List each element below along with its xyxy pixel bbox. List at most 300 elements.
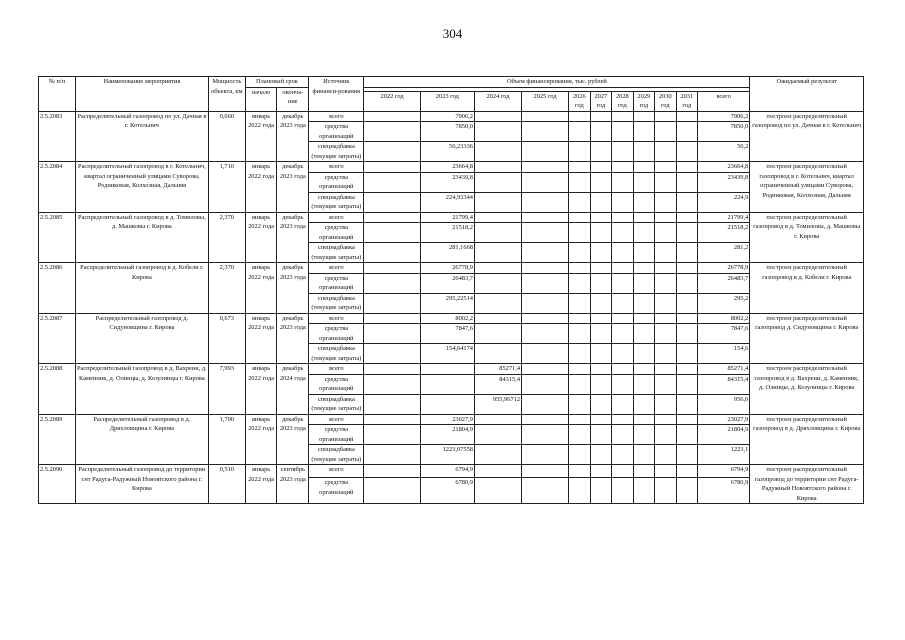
cell-empty: [655, 394, 676, 414]
cell-empty: [590, 414, 611, 425]
row-name: Распределительный газопровод в д. Дряхловщина г. Кирова: [75, 414, 208, 465]
cell-2023: 6794,9: [420, 465, 474, 478]
cell-empty: [590, 324, 611, 344]
cell-empty: [569, 364, 590, 375]
cell-empty: [676, 344, 697, 364]
header-num: № п/п: [39, 77, 76, 112]
cell-empty: [612, 414, 633, 425]
cell-empty: [522, 445, 569, 465]
cell-empty: [569, 212, 590, 223]
cell-empty: [633, 344, 654, 364]
cell-empty: [522, 192, 569, 212]
cell-2022: [364, 324, 420, 344]
cell-empty: [655, 142, 676, 162]
row-source-label: спецнадбавка (текущие затраты): [309, 192, 364, 212]
cell-empty: [522, 111, 569, 122]
cell-2022: [364, 344, 420, 364]
row-source-label: спецнадбавка (текущие затраты): [309, 142, 364, 162]
cell-empty: [655, 374, 676, 394]
cell-empty: [676, 293, 697, 313]
row-result: построен распределительный газопровод в д. Томиловы, д. Машковы г. Кирова: [750, 212, 864, 263]
cell-empty: [676, 142, 697, 162]
financing-table: [38, 76, 864, 504]
cell-total: 56,2: [698, 142, 750, 162]
cell-empty: [590, 364, 611, 375]
cell-2022: [364, 263, 420, 274]
cell-total: 6780,9: [698, 478, 750, 504]
cell-empty: [522, 425, 569, 445]
cell-2022: [364, 142, 420, 162]
header-year-6: 2028 год: [612, 91, 633, 111]
cell-empty: [676, 324, 697, 344]
header-year-4: 2026 год: [569, 91, 590, 111]
cell-2023: 295,22514: [420, 293, 474, 313]
row-source-label: всего: [309, 465, 364, 478]
cell-empty: [633, 212, 654, 223]
header-name: Наименование мероприятия: [75, 77, 208, 112]
cell-total: 23027,9: [698, 414, 750, 425]
cell-2022: [364, 172, 420, 192]
cell-empty: [655, 243, 676, 263]
cell-empty: [569, 414, 590, 425]
row-source-label: средства организаций: [309, 122, 364, 142]
cell-2023: 281,1668: [420, 243, 474, 263]
cell-empty: [569, 313, 590, 324]
cell-2022: [364, 192, 420, 212]
cell-empty: [633, 364, 654, 375]
cell-2024: [474, 162, 521, 173]
cell-empty: [522, 243, 569, 263]
row-result: построен распределительный газопровод в д. Вахрени, д. Каменник, д. Олинцы, д. Козулинцы г. Кирова: [750, 364, 864, 415]
table-row: [39, 111, 864, 122]
row-end: декабрь 2023 года: [277, 162, 309, 213]
cell-empty: [522, 162, 569, 173]
row-end: декабрь 2024 года: [277, 364, 309, 415]
cell-2023: 21799,4: [420, 212, 474, 223]
row-source-label: средства организаций: [309, 425, 364, 445]
cell-empty: [612, 324, 633, 344]
cell-empty: [522, 414, 569, 425]
header-start: начало: [245, 87, 277, 111]
cell-empty: [590, 263, 611, 274]
header-result: Ожидаемый результат: [750, 77, 864, 112]
header-capacity: Мощность объекта, км: [208, 77, 245, 112]
row-capacity: 1,700: [208, 414, 245, 465]
cell-empty: [676, 374, 697, 394]
cell-2024: [474, 273, 521, 293]
row-number: 2.5.2087: [39, 313, 76, 364]
cell-empty: [655, 172, 676, 192]
cell-2024: [474, 111, 521, 122]
cell-2024: 85271,4: [474, 364, 521, 375]
cell-total: 84315,4: [698, 374, 750, 394]
row-number: 2.5.2086: [39, 263, 76, 314]
row-source-label: всего: [309, 162, 364, 173]
row-start: январь 2022 года: [245, 111, 277, 162]
cell-empty: [633, 374, 654, 394]
cell-2022: [364, 111, 420, 122]
cell-2022: [364, 273, 420, 293]
cell-total: 7906,2: [698, 111, 750, 122]
row-end: декабрь 2023 года: [277, 313, 309, 364]
cell-empty: [633, 414, 654, 425]
cell-empty: [590, 273, 611, 293]
header-year-2: 2024 год: [474, 91, 521, 111]
header-period: Плановый срок: [245, 77, 308, 88]
cell-2023: 56,23336: [420, 142, 474, 162]
cell-total: 23664,8: [698, 162, 750, 173]
cell-empty: [676, 273, 697, 293]
cell-empty: [676, 212, 697, 223]
cell-empty: [676, 478, 697, 504]
row-source-label: спецнадбавка (текущие затраты): [309, 293, 364, 313]
cell-empty: [522, 394, 569, 414]
cell-empty: [676, 465, 697, 478]
cell-empty: [633, 313, 654, 324]
cell-empty: [676, 162, 697, 173]
cell-2023: 21804,9: [420, 425, 474, 445]
cell-empty: [676, 243, 697, 263]
cell-empty: [612, 313, 633, 324]
cell-2022: [364, 425, 420, 445]
row-end: декабрь 2023 года: [277, 111, 309, 162]
cell-empty: [522, 122, 569, 142]
row-source-label: средства организаций: [309, 273, 364, 293]
cell-2024: [474, 293, 521, 313]
cell-2023: 7847,6: [420, 324, 474, 344]
cell-empty: [633, 142, 654, 162]
cell-2022: [364, 465, 420, 478]
row-name: Распределительный газопровод д. Сидуновщина г. Кирова: [75, 313, 208, 364]
cell-empty: [612, 122, 633, 142]
cell-empty: [633, 445, 654, 465]
cell-2023: [420, 394, 474, 414]
cell-empty: [612, 273, 633, 293]
cell-2022: [364, 212, 420, 223]
cell-empty: [676, 425, 697, 445]
row-source-label: всего: [309, 212, 364, 223]
page-number: 304: [442, 26, 463, 41]
row-source-label: средства организаций: [309, 324, 364, 344]
cell-empty: [633, 172, 654, 192]
row-capacity: 1,710: [208, 162, 245, 213]
row-end: сентябрь 2023 года: [277, 465, 309, 504]
cell-empty: [612, 172, 633, 192]
cell-empty: [590, 293, 611, 313]
header-volume: Объем финансирования, тыс. рублей: [364, 77, 750, 88]
table-row: [39, 212, 864, 223]
cell-empty: [590, 344, 611, 364]
cell-2024: 955,96712: [474, 394, 521, 414]
cell-total: 23439,8: [698, 172, 750, 192]
row-source-label: спецнадбавка (текущие затраты): [309, 344, 364, 364]
cell-2024: [474, 324, 521, 344]
cell-empty: [612, 478, 633, 504]
cell-empty: [590, 465, 611, 478]
cell-total: 281,2: [698, 243, 750, 263]
cell-empty: [590, 425, 611, 445]
cell-empty: [590, 374, 611, 394]
row-capacity: 0,510: [208, 465, 245, 504]
cell-empty: [569, 111, 590, 122]
cell-empty: [633, 425, 654, 445]
header-year-1: 2023 год: [420, 91, 474, 111]
row-number: 2.5.2089: [39, 414, 76, 465]
row-start: январь 2022 года: [245, 364, 277, 415]
cell-empty: [676, 445, 697, 465]
cell-2024: [474, 243, 521, 263]
cell-2023: 23027,9: [420, 414, 474, 425]
cell-empty: [590, 111, 611, 122]
row-source-label: спецнадбавка (текущие затраты): [309, 445, 364, 465]
cell-empty: [655, 425, 676, 445]
row-number: 2.5.2083: [39, 111, 76, 162]
cell-empty: [522, 364, 569, 375]
cell-empty: [522, 324, 569, 344]
cell-empty: [590, 142, 611, 162]
header-source: Источник финанси-рования: [309, 77, 364, 112]
cell-2024: [474, 223, 521, 243]
cell-empty: [590, 313, 611, 324]
row-number: 2.5.2085: [39, 212, 76, 263]
cell-empty: [633, 243, 654, 263]
row-source-label: средства организаций: [309, 172, 364, 192]
cell-total: 8002,2: [698, 313, 750, 324]
cell-empty: [522, 273, 569, 293]
cell-2024: [474, 172, 521, 192]
header-total: всего: [698, 91, 750, 111]
row-source-label: всего: [309, 111, 364, 122]
cell-2024: [474, 425, 521, 445]
cell-empty: [612, 223, 633, 243]
table-row: [39, 263, 864, 274]
cell-empty: [633, 192, 654, 212]
cell-empty: [612, 445, 633, 465]
row-number: 2.5.2088: [39, 364, 76, 415]
row-start: январь 2022 года: [245, 212, 277, 263]
cell-empty: [655, 478, 676, 504]
cell-empty: [522, 313, 569, 324]
cell-empty: [633, 162, 654, 173]
cell-total: 85271,4: [698, 364, 750, 375]
row-source-label: всего: [309, 414, 364, 425]
header-year-5: 2027 год: [590, 91, 611, 111]
row-source-label: средства организаций: [309, 374, 364, 394]
cell-2024: [474, 212, 521, 223]
cell-empty: [522, 223, 569, 243]
cell-2024: [474, 344, 521, 364]
header-year-8: 2030 год: [655, 91, 676, 111]
table-row: [39, 414, 864, 425]
cell-empty: [633, 293, 654, 313]
cell-empty: [569, 465, 590, 478]
cell-2022: [364, 243, 420, 263]
cell-2024: [474, 445, 521, 465]
cell-2022: [364, 414, 420, 425]
cell-empty: [676, 263, 697, 274]
cell-empty: [569, 192, 590, 212]
cell-empty: [590, 223, 611, 243]
row-source-label: спецнадбавка (текущие затраты): [309, 243, 364, 263]
cell-empty: [655, 212, 676, 223]
cell-empty: [569, 293, 590, 313]
cell-empty: [590, 212, 611, 223]
cell-2024: 84315,4: [474, 374, 521, 394]
cell-empty: [633, 111, 654, 122]
cell-2022: [364, 394, 420, 414]
header-year-3: 2025 год: [522, 91, 569, 111]
cell-empty: [655, 313, 676, 324]
row-end: декабрь 2023 года: [277, 263, 309, 314]
cell-empty: [569, 142, 590, 162]
row-start: январь 2022 года: [245, 313, 277, 364]
cell-empty: [522, 172, 569, 192]
header-end: оконча-ние: [277, 87, 309, 111]
cell-empty: [676, 111, 697, 122]
cell-empty: [612, 162, 633, 173]
cell-2024: [474, 192, 521, 212]
cell-empty: [676, 313, 697, 324]
cell-2022: [364, 364, 420, 375]
cell-empty: [522, 293, 569, 313]
cell-empty: [633, 394, 654, 414]
cell-empty: [655, 293, 676, 313]
cell-2022: [364, 374, 420, 394]
cell-2022: [364, 478, 420, 504]
cell-empty: [590, 243, 611, 263]
cell-empty: [655, 122, 676, 142]
row-source-label: спецнадбавка (текущие затраты): [309, 394, 364, 414]
cell-empty: [522, 263, 569, 274]
table-row: [39, 162, 864, 173]
cell-empty: [633, 478, 654, 504]
cell-empty: [569, 478, 590, 504]
cell-2024: [474, 414, 521, 425]
cell-empty: [633, 273, 654, 293]
cell-total: 21799,4: [698, 212, 750, 223]
row-end: декабрь 2023 года: [277, 212, 309, 263]
cell-total: 26778,9: [698, 263, 750, 274]
row-name: Распределительный газопровод по ул. Дачная в г. Котельнич: [75, 111, 208, 162]
row-source-label: средства организаций: [309, 223, 364, 243]
row-source-label: всего: [309, 263, 364, 274]
cell-empty: [655, 414, 676, 425]
cell-empty: [569, 263, 590, 274]
cell-2023: 224,93344: [420, 192, 474, 212]
cell-empty: [655, 344, 676, 364]
cell-empty: [590, 162, 611, 173]
cell-2024: [474, 478, 521, 504]
cell-empty: [676, 122, 697, 142]
cell-empty: [569, 425, 590, 445]
row-capacity: 0,673: [208, 313, 245, 364]
cell-2023: 154,64174: [420, 344, 474, 364]
cell-empty: [569, 344, 590, 364]
row-start: январь 2022 года: [245, 465, 277, 504]
table-row: [39, 313, 864, 324]
cell-2023: 26778,9: [420, 263, 474, 274]
cell-empty: [522, 142, 569, 162]
cell-empty: [612, 293, 633, 313]
cell-total: 26483,7: [698, 273, 750, 293]
cell-empty: [633, 465, 654, 478]
cell-2024: [474, 313, 521, 324]
cell-2022: [364, 162, 420, 173]
cell-empty: [569, 394, 590, 414]
cell-empty: [676, 192, 697, 212]
cell-empty: [655, 445, 676, 465]
cell-empty: [612, 344, 633, 364]
cell-2023: 21518,2: [420, 223, 474, 243]
row-result: построен распределительный газопровод по ул. Дачная в г. Котельнич: [750, 111, 864, 162]
cell-total: 956,0: [698, 394, 750, 414]
cell-empty: [612, 263, 633, 274]
row-start: январь 2022 года: [245, 263, 277, 314]
header-year-0: 2022 год: [364, 91, 420, 111]
cell-empty: [655, 192, 676, 212]
row-capacity: 2,370: [208, 263, 245, 314]
cell-total: 6794,9: [698, 465, 750, 478]
cell-empty: [522, 212, 569, 223]
cell-empty: [569, 273, 590, 293]
cell-empty: [590, 445, 611, 465]
cell-empty: [676, 394, 697, 414]
row-result: построен распределительный газопровод в г. Котельнич, квартал ограниченный улицами Суворова, Родниковая, Колхозная, Дальняя: [750, 162, 864, 213]
cell-total: 7850,0: [698, 122, 750, 142]
cell-empty: [655, 324, 676, 344]
cell-empty: [522, 374, 569, 394]
cell-empty: [522, 344, 569, 364]
cell-empty: [569, 445, 590, 465]
row-name: Распределительный газопровод в д. Кобели г. Кирова: [75, 263, 208, 314]
cell-empty: [612, 374, 633, 394]
cell-empty: [612, 425, 633, 445]
cell-empty: [655, 273, 676, 293]
cell-empty: [676, 364, 697, 375]
row-result: построен распределительный газопровод в д. Дряхловщина г. Кирова: [750, 414, 864, 465]
cell-empty: [633, 122, 654, 142]
cell-empty: [590, 172, 611, 192]
header-year-7: 2029 год: [633, 91, 654, 111]
cell-empty: [655, 162, 676, 173]
row-capacity: 0,660: [208, 111, 245, 162]
cell-empty: [655, 111, 676, 122]
row-source-label: средства организаций: [309, 478, 364, 504]
cell-empty: [655, 223, 676, 243]
cell-2023: 1223,07558: [420, 445, 474, 465]
row-start: январь 2022 года: [245, 414, 277, 465]
cell-2024: [474, 122, 521, 142]
cell-empty: [569, 324, 590, 344]
cell-empty: [676, 172, 697, 192]
row-name: Распределительный газопровод в г. Котельнич, квартал ограниченный улицами Суворова, Родниковая, Колхозная, Дальняя: [75, 162, 208, 213]
row-number: 2.5.2084: [39, 162, 76, 213]
cell-empty: [569, 172, 590, 192]
cell-empty: [676, 223, 697, 243]
cell-empty: [612, 243, 633, 263]
row-result: построен распределительный газопровод д. Сидуновщина г. Кирова: [750, 313, 864, 364]
cell-empty: [612, 394, 633, 414]
cell-empty: [590, 394, 611, 414]
cell-2022: [364, 223, 420, 243]
cell-empty: [612, 142, 633, 162]
cell-empty: [612, 192, 633, 212]
cell-2022: [364, 313, 420, 324]
cell-empty: [569, 243, 590, 263]
cell-2023: 23664,8: [420, 162, 474, 173]
cell-empty: [633, 263, 654, 274]
cell-empty: [590, 122, 611, 142]
